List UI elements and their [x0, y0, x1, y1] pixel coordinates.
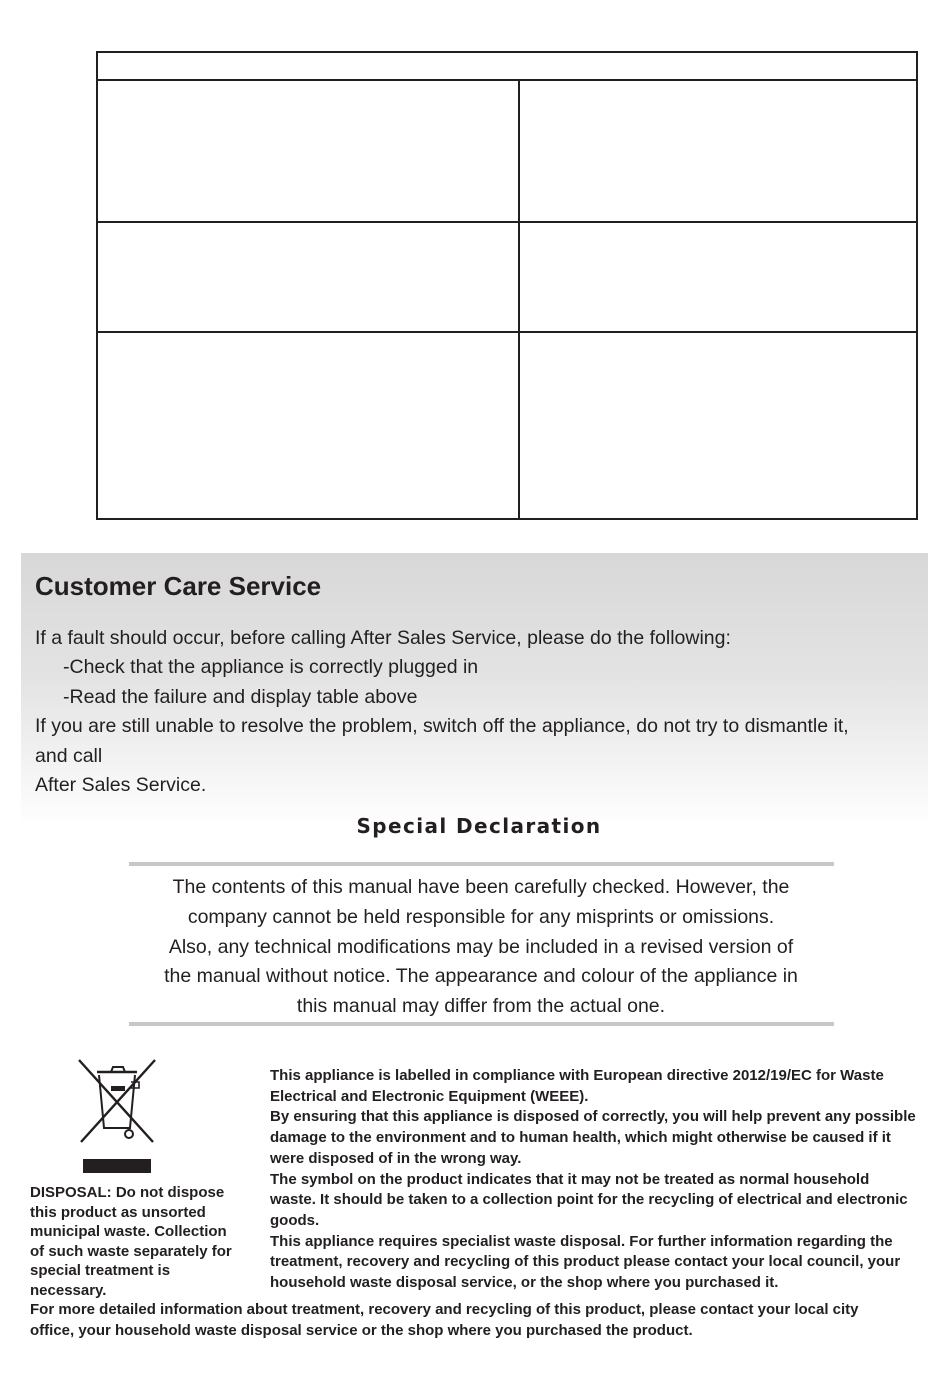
weee-line: goods. [270, 1211, 320, 1229]
weee-line: treatment, recovery and recycling of this product please contact your local council, your [270, 1253, 901, 1271]
weee-line: This appliance is labelled in compliance with European directive 2012/19/EC for Waste [270, 1067, 884, 1084]
more-info-text [30, 1300, 930, 1341]
weee-line: This appliance requires specialist waste disposal. For further information regarding the [270, 1232, 893, 1250]
fault-table-column-rule [518, 81, 520, 518]
disposal-note-line: DISPOSAL: Do not dispose [30, 1184, 225, 1201]
disposal-note [30, 1183, 255, 1300]
weee-line: damage to the environment and to human health, which might otherwise be caused if it [270, 1129, 891, 1147]
disposal-note-line: necessary. [30, 1281, 107, 1299]
customer-care-line: If a fault should occur, before calling After Sales Service, please do the following: [35, 627, 731, 649]
declaration-bottom-rule [129, 1022, 834, 1026]
customer-care-line: and call [35, 744, 103, 767]
special-declaration-title: Special Declaration [356, 814, 602, 838]
disposal-note-line: municipal waste. Collection [30, 1223, 227, 1240]
fault-table-row-rule [98, 221, 916, 223]
fault-table [96, 51, 918, 520]
more-info-line: office, your household waste disposal service or the shop where you purchased the product. [30, 1321, 693, 1339]
disposal-note-line: this product as unsorted [30, 1203, 206, 1221]
weee-line: The symbol on the product indicates that it may not be treated as normal household [270, 1170, 870, 1188]
crossed-out-wheelie-bin-icon [77, 1058, 157, 1174]
customer-care-step: -Check that the appliance is correctly plugged in [63, 656, 479, 679]
weee-line: waste. It should be taken to a collection point for the recycling of electrical and electronic [270, 1191, 908, 1209]
declaration-line: this manual may differ from the actual one. [296, 995, 666, 1018]
customer-care-line: If you are still unable to resolve the problem, switch off the appliance, do not try to dismantle it, [35, 715, 849, 738]
more-info-line: For more detailed information about treatment, recovery and recycling of this product, please contact your local city [30, 1301, 859, 1318]
weee-line: household waste disposal service, or the shop where you purchased it. [270, 1274, 779, 1292]
fault-table-row-rule [98, 331, 916, 333]
disposal-note-line: special treatment is [30, 1262, 171, 1279]
weee-line: By ensuring that this appliance is disposed of correctly, you will help prevent any possible [270, 1108, 916, 1126]
declaration-line: the manual without notice. The appearance and colour of the appliance in [164, 965, 798, 988]
weee-line: were disposed of in the wrong way. [270, 1149, 522, 1167]
weee-directive-text [270, 1066, 940, 1294]
fault-table-header-rule [98, 79, 916, 81]
declaration-line: Also, any technical modifications may be included in a revised version of [168, 935, 794, 958]
customer-care-text [35, 624, 925, 800]
declaration-line: company cannot be held responsible for any misprints or omissions. [187, 905, 775, 928]
customer-care-step: -Read the failure and display table above [63, 685, 418, 708]
declaration-line: The contents of this manual have been carefully checked. However, the [172, 876, 790, 898]
customer-care-panel [21, 553, 928, 828]
customer-care-line: After Sales Service. [35, 774, 207, 797]
weee-line: Electrical and Electronic Equipment (WEEE). [270, 1087, 589, 1105]
disposal-note-line: of such waste separately for [30, 1242, 232, 1260]
declaration-top-rule [129, 862, 834, 866]
special-declaration-text [120, 873, 842, 1022]
customer-care-title: Customer Care Service [35, 571, 322, 601]
